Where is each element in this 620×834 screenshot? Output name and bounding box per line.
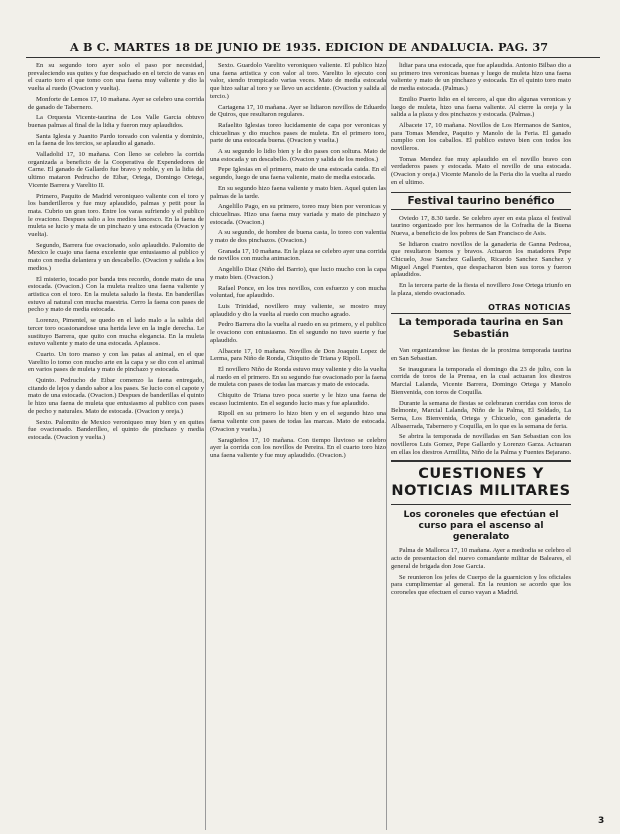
article-paragraph: Se abrira la temporada de novilladas en San Sebastian con los novilleros Luis Gomez, Pepe Gallardo y Lorenzo Garza. Actuaran en ellas los diestros Armillita, Niño de la Palma y Fuentes Bejarano. [391,433,571,456]
article-paragraph: Van organizandose las fiestas de la proxima temporada taurina en San Sebastian. [391,347,571,362]
article-paragraph: Saragüeños 17, 10 mañana. Con tiempo lluvioso se celebro ayer la corrida con los novillos de Pereira. En el cuarto toro hizo una faena valiente y fue muy aplaudido. (Ovacion.) [210,436,386,459]
article-paragraph: Tomas Mendez fue muy aplaudido en el novillo bravo con verdaderos pases y estocada. Mato el novillo de una estocada. (Ovacion y oreja.) Vicente Manolo de la Feria dio la vuelta al ruedo en el ultimo. [391,155,571,186]
article-paragraph: A su segundo, de hombre de buena casta, lo toreo con valentia y mato de dos pinchazos. (Ovacion.) [210,229,386,245]
article-paragraph: Rafaelito Iglesias toreo lucidamente de capa por veronicas y chicuelinas y dio muchos pases de muleta. En el primero toro, parte de una estocada buena. (Ovacion y vuelta.) [210,121,386,145]
article-paragraph: En la tercera parte de la fiesta el novillero Jose Ortega triunfo en la plaza, siendo ovacionado. [391,282,571,297]
article-paragraph: Lorenzo, Pimentel, se quedo en el lado malo a la salida del tercer toro ocasionandose una herida leve en la ingle derecha. Le sustituyo Barrera, que quito con mucha elegancia. En la muleta estuvo valiente y mato de una estocada. Aplausos. [28,317,204,348]
heading-temporada: La temporada taurina en San Sebastián [391,313,571,341]
article-paragraph: Ripoll en su primero lo hizo bien y en el segundo hizo una faena valiente con pases de todas las marcas. Mato de estocada. (Ovacion y vuelta.) [210,410,386,433]
column-2 [210,62,386,832]
article-paragraph: Pepe Iglesias en el primero, mato de una estocada caida. En el segundo, luego de una faena valiente, mato de media estocada. [210,166,386,182]
column-3 [391,62,571,832]
article-paragraph: Santa Iglesia y Juanito Pardo toreado con valentia y dominio, en la faena de los tercios, se aplaudio al ganado. [28,132,204,148]
article-paragraph: Monforte de Lemos 17, 10 mañana. Ayer se celebro una corrida de ganado de Tabernero. [28,95,204,111]
column-divider [386,60,387,830]
masthead: A B C. MARTES 18 DE JUNIO DE 1935. EDICION DE ANDALUCIA. PAG. 37 [70,40,549,54]
article-paragraph: Pedro Barrera dio la vuelta al ruedo en su primero, y el publico le ovaciono con entusiasmo. En el segundo no tuvo suerte y fue aplaudido. [210,321,386,344]
column-divider [205,60,206,830]
column-1 [28,62,204,832]
heading-otras-noticias: OTRAS NOTICIAS [488,302,571,312]
article-paragraph: Se lidiaron cuatro novillos de la ganaderia de Ganna Pedrosa, que resultaron buenos y bravos. Actuaron los matadores Pepe Chicuelo, Jose Sanchez Gallardo, Ricardo Sanchez Sanchez y Miguel Angel Fuentes, que despacharon bien sus toros y fueron aplaudidos. [391,240,571,279]
article-paragraph: Angelillo Pago, en su primero, toreo muy bien por veronicas y chicuelinas. Hizo una faena muy variada y mato de pinchazo y estocada. (Ovacion.) [210,203,386,226]
article-paragraph: Se inaugurara la temporada el domingo dia 23 de julio, con la corrida de toros de la Prensa, en la cual actuaran los diestros Marcial Lalanda, Vicente Barrera, Domingo Ortega y Manolo Bienvenida, con toros de Coquilla. [391,365,571,396]
article-paragraph: A su segundo lo lidio bien y le dio pases con soltura. Mato de una estocada y un descabello. (Ovacion y salida de los medios.) [210,148,386,163]
article-paragraph: Cartagena 17, 10 mañana. Ayer se lidiaron novillos de Eduardo de Quiros, que resultaron regulares. [210,103,386,119]
article-paragraph: Angelillo Diaz (Niño del Barrio), que lucio mucho con la capa y mato bien. (Ovacion.) [210,266,386,281]
article-paragraph: Luis Trinidad, novillero muy valiente, se mostro muy aplaudido y dio la vuelta al ruedo con mucho agrado. [210,302,386,318]
article-paragraph: Emilio Puerto lidio en el tercero, al que dio algunas veronicas y luego de muleta, hizo una faena valiente. Al cierre la oreja y la salida a la plaza y dos pinchazos y estocada. (Palmas.) [391,95,571,119]
masthead-rule [26,57,600,58]
article-paragraph: Valladolid 17, 10 mañana. Con lleno se celebro la corrida organizada a beneficio de la Cooperativa de Expendedores de Carne. El ganado de Gallardo fue bravo y noble, y en la lidia del ultimo mataron Pedrucho de Eibar, Ortega, Domingo Ortega, Vicente Barrera y Varelito II. [28,151,204,189]
article-paragraph: Primero, Paquito de Madrid veroniqueo valiente con el toro y los banderilleros y fue muy aplaudido, palmas y petit pour la mata. Cubrio un gran toro. Entre los varas sufriendo y el publico le ovaciono. Despues salio a los medios lancesco. En la faena de muleta se lucio y mata de un pinchazo y una estocada (Ovacion y vuelta). [28,192,204,239]
article-paragraph: En su segundo toro ayer solo el paso por necesidad, prevaleciendo sus quites y fue despachado en el tercio de varas en el cuarto toro el que tomo con una faena muy valiente y dio la vuelta al ruedo (Ovacion y vuelta). [28,62,204,93]
article-paragraph: Oviedo 17, 8.30 tarde. Se celebro ayer en esta plaza el festival taurino organizado por los hermanos de la Cofradia de la Buena Nueva, a beneficio de los pobres de San Francisco de Asis. [391,214,571,237]
article-paragraph: Rafael Ponce, en los tres novillos, con esfuerzo y con mucha voluntad, fue aplaudido. [210,284,386,300]
article-paragraph: Sexto. Guardolo Varelito veroniqueo valiente. El publico hizo una faena artistica y con valor al toro. Varelito lo ejecuto con valor, siendo trompicado varias veces. Mato de media estocada que hizo saltar al toro y se llevo un accidente. (Ovacion y salida al tercio.) [210,62,386,100]
article-paragraph: Quinto. Pedrucho de Eibar comenzo la faena entregado, citando de lejos y dando sabor a los pases. Se lucio con el capote y mato de una estocada. (Ovacion.) Despues de banderillas el quinto le hizo una faena de muleta que entusiasmo al publico con pases de pecho y naturales. Mato de estocada. (Ovacion y oreja.) [28,377,204,415]
article-paragraph: El misterio, tocado por banda tres recordo, donde mato de una estocada. (Ovacion.) Con la muleta realizo una faena valiente y artistica con el toro. En la muleta saludo la fiesta. En banderillas estuvo al natural con mucha maestria. Cerro la faena con pases de pecho y mato de media estocada. [28,275,204,314]
article-paragraph: Chiquito de Triana tuvo poca suerte y le hizo una faena de escaso lucimiento. En el segundo lucio mas y fue aplaudido. [210,392,386,407]
page-number: 3 [598,816,605,826]
heading-coroneles: Los coroneles que efectúan el curso para el ascenso al generalato [403,509,559,543]
article-paragraph: El novillero Niño de Ronda estuvo muy valiente y dio la vuelta al ruedo en el primero. En su segundo fue ovacionado por la faena de muleta con pases de todas las marcas y mato de estocada. [210,365,386,389]
article-paragraph: Cuarto. Un toro manso y con las patas al animal, en el que Varelito lo tomo con mucho arte en la capa y se dio con el animal en varios pases de muleta y mato de pinchazo y estocada. [28,350,204,374]
article-paragraph: Albacete 17, 10 mañana. Novillos de Los Hermanos de Santos, para Tomas Mendez, Paquito y Manolo de la Feria. El ganado cumplio con los caballos. El publico estuvo bien con todos los novilleros. [391,121,571,153]
heading-cuestiones-militares: CUESTIONES Y NOTICIAS MILITARES [391,460,571,505]
article-paragraph: En su segundo hizo faena valiente y mato bien. Aquel quien las palmas de la tarde. [210,184,386,200]
article-paragraph: Granada 17, 10 mañana. En la plaza se celebro ayer una corrida de novillos con mucha animacion. [210,247,386,263]
article-paragraph: Se reunieron los jefes de Cuerpo de la guarnicion y los oficiales para cumplimentar al general. En la reunion se acordo que los coroneles que efectuen el curso vayan a Madrid. [391,573,571,596]
article-paragraph: lidiar para una estocada, que fue aplaudida. Antonio Bilbao dio a su primero tres veronicas buenas y luego de muleta hizo una faena valiente y mato de un pinchazo y estocada. En el quinto toro mato de media estocada. (Palmas.) [391,62,571,93]
article-paragraph: Palma de Mallorca 17, 10 mañana. Ayer a mediodia se celebro el acto de presentacion del nuevo comandante militar de Baleares, el general de brigada don Jose Garcia. [391,547,571,570]
article-paragraph: Segundo, Barrera fue ovacionado, solo aplaudido. Palomito de Mexico le cuajo una faena excelente que entusiasmo al publico y mato con media delantera y un descabello. (Ovacion y salida a los medios.) [28,241,204,272]
article-paragraph: Albacete 17, 10 mañana. Novillos de Don Joaquin Lopez de Lerma, para Niño de Ronda, Chiquito de Triana y Ripoll. [210,347,386,363]
article-paragraph: La Orquesta Vicente-taurina de Los Valle Garcia obtuvo buenas palmas al final de la lidia y fueron muy aplaudidos. [28,114,204,129]
article-paragraph: Durante la semana de fiestas se celebraran corridas con toros de Belmonte, Marcial Lalanda, Niño de la Palma, El Soldado, La Serna, Los Bienvenida, Ortega y Chicuelo, con ganaderia de Albaserrada, Tabernero y Coquilla, en lo que es la semana de feria. [391,399,571,430]
article-paragraph: Sexto. Palomito de Mexico veroniqueo muy bien y en quites fue ovacionado. Banderilleo, el quinto de pinchazo y media estocada. (Ovacion y vuelta.) [28,418,204,441]
heading-festival: Festival taurino benéfico [391,192,571,210]
